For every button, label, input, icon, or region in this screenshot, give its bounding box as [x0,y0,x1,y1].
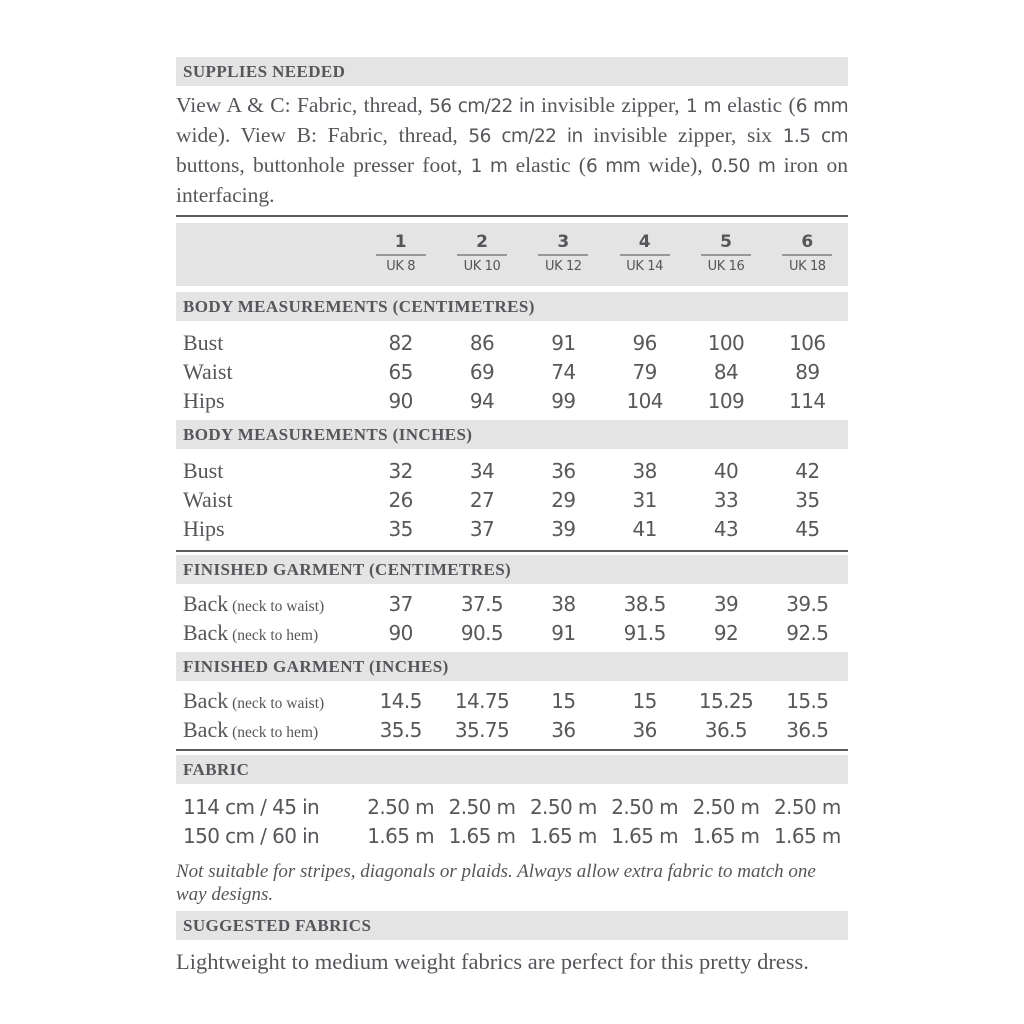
measurement-value: 15.25 [698,688,754,713]
measurement-value: 35 [795,487,820,512]
inline-measurement: 6 mm [795,96,848,117]
body-measurements-in-header: BODY MEASUREMENTS (INCHES) [176,420,848,449]
measurement-value: 92.5 [786,620,829,645]
measurement-value: 35 [388,516,413,541]
measurement-value: 1.65 m [529,823,597,848]
size-column [523,232,604,275]
measurement-value: 36.5 [786,717,829,742]
row-label: Waist [183,486,233,512]
row-label: Bust [183,329,224,355]
table-row [176,821,848,850]
uk-size-label: UK 8 [386,259,416,274]
text-run: wide). View B: Fabric, thread, [176,123,469,147]
measurement-value: 91 [551,330,576,355]
measurement-value: 1.65 m [448,823,516,848]
measurement-value: 94 [469,388,495,413]
measurement-value: 34 [469,458,495,483]
measurement-value: 2.50 m [448,794,516,819]
measurement-value: 99 [551,388,576,413]
measurement-value: 37 [469,516,495,541]
size-number: 5 [720,232,732,252]
measurement-value: 2.50 m [529,794,597,819]
section-divider [176,749,848,751]
measurement-value: 31 [632,487,657,512]
body-measurements-cm-header: BODY MEASUREMENTS (CENTIMETRES) [176,292,848,321]
finished-garment-in-header: FINISHED GARMENT (INCHES) [176,652,848,681]
measurement-value: 36 [632,717,657,742]
uk-size-label: UK 18 [788,259,826,274]
text-run: buttons, buttonhole presser foot, [176,153,471,177]
suggested-fabrics-header: SUGGESTED FABRICS [176,911,848,940]
measurement-value: 40 [713,458,739,483]
measurement-value: 109 [707,388,745,413]
measurement-value: 79 [632,359,657,384]
measurement-value: 69 [469,359,495,384]
table-row [176,386,848,415]
section-divider [176,215,848,217]
size-column [360,232,441,275]
measurement-value: 39 [713,591,739,616]
row-label-qualifier: (neck to waist) [228,597,325,615]
measurement-value: 90 [388,388,413,413]
measurement-value: 89 [795,359,820,384]
measurement-value: 35.5 [379,717,422,742]
row-label-qualifier: (neck to hem) [228,723,319,741]
table-row [176,792,848,821]
measurement-value: 90.5 [460,620,504,645]
measurement-value: 1.65 m [611,823,679,848]
inline-measurement: 1 m [470,156,508,177]
text-run: elastic ( [720,93,796,117]
measurement-value: 35.75 [454,717,510,742]
measurement-value: 38 [551,591,576,616]
measurement-value: 42 [795,458,820,483]
table-row [176,357,848,386]
size-number: 1 [394,232,407,252]
finished-garment-cm-header: FINISHED GARMENT (CENTIMETRES) [176,555,848,584]
measurement-value: 100 [707,330,745,355]
measurement-value: 36 [551,458,576,483]
size-number: 4 [638,232,651,252]
inline-measurement: 6 mm [585,156,641,177]
table-row [176,715,848,744]
measurement-value: 41 [632,516,657,541]
fabric-header: FABRIC [176,755,848,784]
table-row [176,686,848,715]
row-label: Back (neck to waist) [183,687,325,713]
size-number: 3 [557,232,570,252]
measurement-value: 106 [789,330,826,355]
measurement-value: 38.5 [623,591,666,616]
size-underline [620,254,670,256]
measurement-value: 96 [632,330,657,355]
measurement-value: 92 [713,620,739,645]
measurement-value: 14.5 [379,688,422,713]
size-column [441,232,522,275]
measurement-value: 2.50 m [367,794,435,819]
text-run: iron on interfacing. [176,153,849,207]
table-row [176,514,848,543]
body-measurements-cm-table [176,321,848,420]
row-label: Back (neck to hem) [183,619,319,645]
inline-measurement: 56 cm/22 in [429,96,535,117]
text-run: elastic ( [507,153,586,177]
measurement-value: 27 [469,487,495,512]
measurement-value: 15.5 [786,688,829,713]
size-number: 2 [476,232,488,252]
text-run: invisible zipper, [534,93,687,117]
pattern-size-chart-page [176,57,848,975]
measurement-value: 114 [789,388,826,413]
text-run: wide), [640,153,711,177]
measurement-value: 2.50 m [692,794,760,819]
measurement-value: 26 [388,487,413,512]
table-row [176,618,848,647]
row-label-qualifier: (neck to hem) [228,626,319,644]
fabric-note: Not suitable for stripes, diagonals or plaids. Always allow extra fabric to match one way designs. [176,861,816,905]
row-label: Bust [183,457,224,483]
measurement-value: 33 [713,487,739,512]
size-number: 6 [801,232,814,252]
inline-measurement: 0.50 m [710,156,776,177]
measurement-value: 86 [469,330,495,355]
row-label: Back (neck to waist) [183,590,325,616]
table-row [176,456,848,485]
measurement-value: 84 [713,359,739,384]
measurement-value: 43 [713,516,739,541]
measurement-value: 29 [551,487,576,512]
size-underline [782,254,832,256]
size-column [767,232,848,275]
size-underline [457,254,507,256]
uk-size-label: UK 12 [544,259,582,274]
inline-measurement: 56 cm/22 in [468,126,583,147]
table-row [176,485,848,514]
measurement-value: 1.65 m [692,823,760,848]
measurement-value: 15 [551,688,576,713]
measurement-value: 38 [632,458,657,483]
row-label: Waist [183,358,233,384]
measurement-value: 91 [551,620,576,645]
inline-measurement: 1.5 cm [782,126,848,147]
size-header-row [176,223,848,286]
row-label: Hips [183,515,225,541]
text-run: invisible zipper, six [582,123,783,147]
measurement-value: 32 [388,458,413,483]
measurement-value: 104 [626,388,663,413]
measurement-value: 37.5 [460,591,504,616]
measurement-value: 36.5 [704,717,748,742]
size-underline [701,254,751,256]
size-underline [376,254,426,256]
measurement-value: 39.5 [786,591,829,616]
table-row [176,589,848,618]
size-header-spacer [176,232,360,275]
measurement-value: 15 [632,688,657,713]
inline-measurement: 1 m [686,96,721,117]
finished-garment-in-table [176,681,848,749]
row-label-qualifier: (neck to waist) [228,694,325,712]
size-columns [176,232,848,275]
row-label: 150 cm / 60 in [183,823,320,848]
suggested-fabrics-text: Lightweight to medium weight fabrics are perfect for this pretty dress. [176,949,809,974]
body-measurements-in-table [176,449,848,548]
measurement-value: 1.65 m [773,823,841,848]
measurement-value: 14.75 [454,688,510,713]
measurement-value: 90 [388,620,413,645]
row-label: 114 cm / 45 in [183,794,320,819]
size-underline [538,254,588,256]
row-label: Back (neck to hem) [183,716,319,742]
measurement-value: 65 [388,359,413,384]
table-row [176,328,848,357]
measurement-value: 2.50 m [611,794,679,819]
measurement-value: 37 [388,591,413,616]
uk-size-label: UK 14 [626,259,664,274]
measurement-value: 91.5 [623,620,666,645]
measurement-value: 1.65 m [367,823,435,848]
uk-size-label: UK 10 [463,259,501,274]
uk-size-label: UK 16 [707,259,745,274]
size-column [604,232,685,275]
measurement-value: 45 [795,516,820,541]
supplies-paragraph [176,91,848,210]
row-label: Hips [183,387,225,413]
supplies-header: SUPPLIES NEEDED [176,57,848,86]
finished-garment-cm-table [176,584,848,652]
measurement-value: 2.50 m [773,794,841,819]
size-column [685,232,766,275]
fabric-table [176,784,848,856]
text-run: View A & C: Fabric, thread, [176,93,430,117]
measurement-value: 36 [551,717,576,742]
section-divider [176,550,848,552]
measurement-value: 39 [551,516,576,541]
measurement-value: 82 [388,330,413,355]
measurement-value: 74 [551,359,576,384]
